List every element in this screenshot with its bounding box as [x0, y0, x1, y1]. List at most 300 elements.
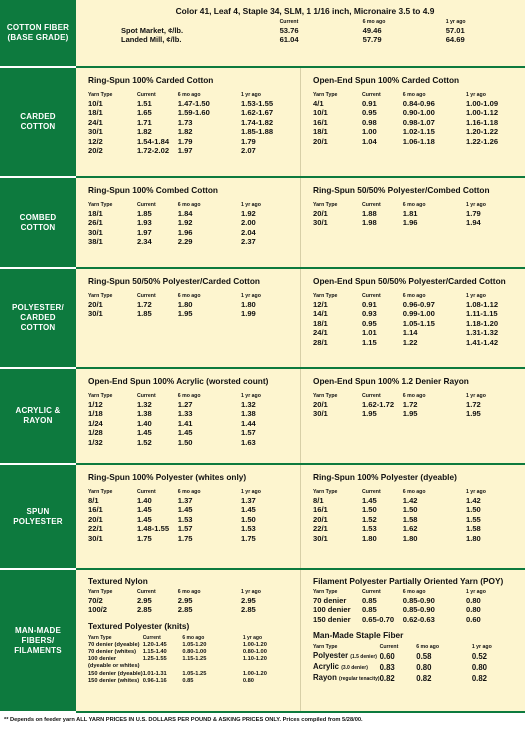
cell-1yr: 1.08-1.12: [465, 300, 499, 309]
cell-6mo: 1.50: [402, 505, 418, 515]
cell-1yr: 0.82: [471, 673, 488, 683]
cell-yarn-type: 12/2: [88, 136, 103, 146]
cell-current: 0.85: [361, 596, 377, 605]
cell-6mo: 1.45: [177, 428, 193, 438]
cell-6mo: 1.59-1.60: [177, 108, 210, 118]
price-table: [88, 293, 292, 319]
cell-6mo: 1.75: [177, 533, 193, 543]
cell-current: 1.01-1.31: [142, 670, 167, 677]
fiber-type: Polyester: [313, 651, 349, 661]
cell-yarn-type: [313, 662, 380, 673]
col-yarn-type: Yarn Type: [313, 589, 338, 595]
section-content: [76, 178, 525, 269]
col-6mo: 6 mo ago: [402, 589, 426, 595]
col-current: Current: [136, 202, 156, 208]
fiber-note: (regular tenacity): [339, 676, 380, 683]
cell-current: 0.65-0.70: [361, 614, 395, 624]
cell-yarn-type: 24/1: [88, 117, 103, 127]
cotton-fiber-table: [121, 19, 515, 45]
panel-right: [301, 369, 525, 463]
col-1yr: 1 yr ago: [240, 393, 261, 399]
col-current: Current: [361, 293, 381, 299]
section-row: [0, 465, 525, 570]
panel-title: Open-End Spun 50/50% Polyester/Carded Cotton: [313, 276, 506, 286]
section-row: [0, 68, 525, 178]
cell-1yr: 1.00-1.20: [242, 670, 267, 677]
staple-table: [313, 644, 517, 684]
cell-6mo: 2.85: [177, 605, 193, 615]
col-6mo: 6 mo ago: [402, 202, 426, 208]
cell-current: 1.51: [136, 99, 152, 108]
cell-6mo: 1.79: [177, 136, 193, 146]
cell-yarn-type: 1/12: [88, 400, 103, 409]
cell-yarn-type: 30/1: [313, 533, 328, 543]
cell-6mo: 1.80: [402, 533, 418, 543]
cell-yarn-type: 30/1: [313, 409, 328, 419]
cell-6mo: 57.79: [362, 35, 382, 45]
cell-1yr: 1.18-1.20: [465, 318, 499, 328]
cell-6mo: 2.95: [177, 596, 193, 605]
cell-current: 0.82: [379, 673, 395, 683]
cell-1yr: 1.00-1.09: [465, 99, 499, 108]
col-6mo: 6 mo ago: [177, 589, 201, 595]
col-6mo: 6 mo ago: [177, 92, 201, 98]
cell-1yr: 1.45: [240, 505, 256, 515]
cell-1yr: 1.37: [240, 496, 256, 505]
col-yarn-type: Yarn Type: [313, 489, 338, 495]
col-yarn-type: Yarn Type: [313, 644, 338, 651]
panel-title: Open-End Spun 100% Acrylic (worsted count): [88, 376, 269, 386]
col-current: Current: [136, 393, 156, 399]
table-row: [88, 419, 292, 428]
panel-right: [301, 465, 525, 568]
cell-1yr: 1.00-1.12: [465, 108, 499, 118]
row-label: Spot Market, ¢/lb.: [121, 26, 184, 35]
section-label: ACRYLIC & RAYON: [0, 369, 76, 465]
cell-yarn-type: 1/18: [88, 409, 103, 419]
cell-1yr: 1.10-1.20: [242, 656, 267, 663]
table-row: [88, 309, 292, 318]
cell-6mo: 1.96: [402, 218, 418, 228]
cell-6mo: 0.82: [416, 673, 432, 683]
cell-6mo: 1.92: [177, 218, 193, 228]
cell-current: 1.65: [136, 108, 152, 118]
table-row: [313, 596, 517, 605]
cell-current: 1.72: [136, 300, 152, 309]
cell-current: 0.85: [361, 605, 377, 615]
table-row: [88, 596, 292, 605]
col-current: Current: [361, 202, 381, 208]
cell-yarn-type: 24/1: [313, 328, 328, 338]
section-content: [76, 465, 525, 570]
table-row: [88, 118, 292, 127]
col-yarn-type: Yarn Type: [88, 202, 113, 208]
nylon-title: Textured Nylon: [88, 576, 148, 586]
table-row: [88, 671, 292, 678]
cell-current: 2.85: [136, 605, 152, 615]
cell-6mo: 1.02-1.15: [402, 127, 435, 137]
cell-1yr: 1.32: [240, 400, 256, 409]
cell-current: 1.48-1.55: [136, 524, 170, 534]
cell-yarn-type: 20/1: [88, 300, 103, 309]
cell-yarn-type: 20/1: [313, 136, 328, 146]
col-current: Current: [379, 644, 399, 651]
table-row: [88, 146, 292, 155]
cell-yarn-type: 4/1: [313, 99, 324, 108]
cell-1yr: 1.74-1.82: [240, 117, 274, 127]
cell-1yr: 1.41-1.42: [465, 337, 499, 347]
table-row: [313, 409, 517, 418]
cell-current: 1.38: [136, 409, 152, 419]
col-current: Current: [361, 589, 381, 595]
cell-current: 1.82: [136, 127, 152, 137]
cell-yarn-type: 18/1: [313, 318, 328, 328]
table-row: [313, 99, 517, 108]
poy-table: [313, 589, 517, 624]
cell-6mo: 0.80-1.00: [182, 649, 207, 656]
panel-title: Ring-Spun 100% Polyester (dyeable): [313, 472, 457, 482]
table-row: [313, 108, 517, 117]
panel-right: [301, 570, 525, 711]
section-row: [0, 369, 525, 465]
cell-yarn-type: 70 denier (whites): [88, 649, 137, 656]
col-1yr: 1 yr ago: [465, 202, 486, 208]
cell-1yr: 1.63: [240, 437, 256, 447]
cell-yarn-type: 16/1: [313, 117, 328, 127]
col-current: Current: [136, 589, 156, 595]
cell-1yr: 2.85: [240, 605, 256, 615]
table-row: [88, 237, 292, 246]
table-row: [88, 496, 292, 505]
table-row: [88, 642, 292, 649]
cell-current: 2.34: [136, 237, 152, 247]
cell-yarn-type: 12/1: [313, 300, 328, 309]
col-yarn-type: Yarn Type: [313, 393, 338, 399]
table-row: [313, 534, 517, 543]
cell-current: 0.98: [361, 117, 377, 127]
cell-current: 1.40: [136, 418, 152, 428]
price-table: [313, 202, 517, 228]
cell-current: 1.45: [136, 428, 152, 438]
fiber-type: Rayon: [313, 673, 337, 683]
price-table: [88, 393, 292, 447]
table-row: [313, 605, 517, 614]
cell-6mo: 0.85-0.90: [402, 605, 435, 615]
cell-6mo: 1.58: [402, 514, 418, 524]
table-row: [88, 678, 292, 685]
cell-yarn-type: 20/1: [313, 400, 328, 409]
cell-6mo: 0.84-0.96: [402, 99, 435, 108]
col-1yr: 1 yr ago: [240, 293, 261, 299]
cell-yarn-type: 8/1: [313, 496, 324, 505]
col-yarn-type: Yarn Type: [88, 92, 113, 98]
panel-right: [301, 68, 525, 176]
section-manmade: [0, 570, 525, 713]
cell-6mo: 1.95: [402, 409, 418, 419]
cell-current: 0.60: [379, 651, 395, 661]
cell-1yr: 1.22-1.26: [465, 136, 499, 146]
table-row: [313, 309, 517, 318]
cell-yarn-type: 150 denier: [313, 614, 351, 624]
cell-6mo: 1.14: [402, 328, 418, 338]
nylon-table: [88, 589, 292, 615]
cell-1yr: 1.57: [240, 428, 256, 438]
cell-6mo: 0.85-0.90: [402, 596, 435, 605]
cotton-fiber-content: [76, 0, 525, 68]
fiber-note: (1.5 denier): [350, 654, 377, 661]
staple-title: Man-Made Staple Fiber: [313, 630, 404, 641]
cell-1yr: 1.31-1.32: [465, 328, 499, 338]
table-row: [88, 663, 292, 670]
cell-6mo: 1.06-1.18: [402, 136, 435, 146]
cell-current: 1.52: [361, 514, 377, 524]
price-table: [313, 293, 517, 347]
cell-1yr: 2.95: [240, 596, 256, 605]
section-label: COMBED COTTON: [0, 178, 76, 269]
cell-6mo: 1.22: [402, 337, 418, 347]
cell-6mo: 1.27: [177, 400, 193, 409]
cell-yarn-type: 1/24: [88, 418, 103, 428]
cell-1yr: 1.92: [240, 209, 256, 218]
fiber-type: Acrylic: [313, 662, 340, 672]
price-table: [313, 393, 517, 419]
col-1yr: 1 yr ago: [465, 92, 486, 98]
cell-1yr: 0.80: [465, 596, 481, 605]
price-table: [88, 489, 292, 543]
panel-right: [301, 178, 525, 267]
cell-6mo: 1.72: [402, 400, 418, 409]
table-row: [88, 218, 292, 227]
cell-1yr: 64.69: [445, 35, 465, 45]
cell-yarn-type: 30/1: [88, 227, 103, 237]
cell-current: 1.97: [136, 227, 152, 237]
table-row: [88, 409, 292, 418]
cell-1yr: 1.00-1.20: [242, 641, 267, 648]
col-current: Current: [361, 393, 381, 399]
cell-6mo: 1.81: [402, 209, 418, 218]
price-table: [313, 92, 517, 146]
table-row: [88, 127, 292, 136]
panel-left: [76, 465, 301, 568]
panel-title: Ring-Spun 100% Polyester (whites only): [88, 472, 247, 482]
table-row: [313, 400, 517, 409]
cell-1yr: 0.80: [471, 662, 488, 672]
poy-title: Filament Polyester Partially Oriented Yarn (POY): [313, 576, 504, 586]
cell-current: 0.93: [361, 309, 377, 319]
cell-current: 1.25-1.55: [142, 656, 167, 663]
cell-1yr: 1.55: [465, 514, 481, 524]
table-row: [313, 209, 517, 218]
section-content: [76, 68, 525, 178]
cell-1yr: 1.80: [240, 300, 256, 309]
table-row: [313, 662, 517, 673]
cell-1yr: 1.62-1.67: [240, 108, 274, 118]
col-6mo: 6 mo ago: [177, 489, 201, 495]
table-row: [313, 137, 517, 146]
cell-6mo: 0.85: [182, 677, 194, 684]
panel-left: [76, 570, 301, 711]
cell-current: 1.00: [361, 127, 377, 137]
panel-right: [301, 269, 525, 367]
col-yarn-type: Yarn Type: [88, 634, 112, 641]
table-row: [88, 428, 292, 437]
cell-1yr: 1.75: [240, 533, 256, 543]
cell-1yr: 1.53-1.55: [240, 99, 274, 108]
cell-current: 1.85: [136, 209, 152, 218]
price-table: [313, 489, 517, 543]
table-row: [313, 651, 517, 662]
col-yarn-type: Yarn Type: [88, 589, 113, 595]
table-row: [88, 649, 292, 656]
cell-yarn-type: 20/1: [313, 514, 328, 524]
table-row: [313, 496, 517, 505]
cell-6mo: 1.45: [177, 505, 193, 515]
col-current: Current: [279, 19, 299, 25]
price-table: [88, 92, 292, 155]
cell-6mo: 1.05-1.15: [402, 318, 435, 328]
cell-current: 1.85: [136, 309, 152, 319]
cell-1yr: 1.79: [465, 209, 481, 218]
cell-1yr: 1.72: [465, 400, 481, 409]
col-6mo: 6 mo ago: [402, 489, 426, 495]
cell-yarn-type: [313, 651, 380, 662]
cell-current: 1.62-1.72: [361, 400, 395, 409]
table-row: [88, 605, 292, 614]
cell-6mo: 1.62: [402, 524, 418, 534]
cell-6mo: 0.98-1.07: [402, 117, 435, 127]
cell-current: [143, 663, 183, 670]
col-6mo: 6 mo ago: [362, 19, 386, 25]
table-row: [313, 615, 517, 624]
cell-6mo: 1.05-1.20: [182, 641, 207, 648]
cell-yarn-type: 20/2: [88, 146, 103, 156]
cell-current: 1.75: [136, 533, 152, 543]
table-row: [313, 524, 517, 533]
cell-yarn-type: 22/1: [88, 524, 103, 534]
cell-6mo: 1.33: [177, 409, 193, 419]
col-1yr: 1 yr ago: [240, 489, 261, 495]
cell-6mo: 1.97: [177, 146, 193, 156]
col-1yr: 1 yr ago: [240, 589, 261, 595]
cell-current: 1.04: [361, 136, 377, 146]
cell-1yr: 2.37: [240, 237, 256, 247]
col-6mo: 6 mo ago: [402, 393, 426, 399]
table-row: [313, 300, 517, 309]
cell-6mo: 1.15-1.25: [182, 656, 207, 663]
table-row: [88, 438, 292, 447]
cell-1yr: 1.38: [240, 409, 256, 419]
cell-current: 1.71: [136, 117, 152, 127]
cell-6mo: 1.82: [177, 127, 193, 137]
cell-yarn-type: [313, 673, 380, 684]
cell-yarn-type: 1/32: [88, 437, 103, 447]
col-yarn-type: Yarn Type: [88, 393, 113, 399]
cell-6mo: 1.84: [177, 209, 193, 218]
cell-6mo: 1.47-1.50: [177, 99, 210, 108]
panel-left: [76, 178, 301, 267]
cell-yarn-type: 100 denier: [88, 656, 117, 663]
cell-1yr: 1.79: [240, 136, 256, 146]
section-label: CARDED COTTON: [0, 68, 76, 178]
cell-yarn-type: 70/2: [88, 596, 103, 605]
table-row: [313, 127, 517, 136]
col-6mo: 6 mo ago: [177, 202, 201, 208]
col-current: Current: [136, 92, 156, 98]
table-row: [121, 26, 515, 35]
table-row: [313, 328, 517, 337]
section-row: [0, 269, 525, 369]
section-content: [76, 369, 525, 465]
cell-yarn-type: 16/1: [88, 505, 103, 515]
cell-yarn-type: 70 denier: [313, 596, 347, 605]
col-1yr: 1 yr ago: [465, 589, 486, 595]
cell-yarn-type: 20/1: [313, 209, 328, 218]
cell-1yr: 2.00: [240, 218, 256, 228]
panel-title: Ring-Spun 100% Combed Cotton: [88, 185, 218, 195]
cell-6mo: 1.05-1.25: [182, 670, 207, 677]
cell-yarn-type: 30/1: [88, 533, 103, 543]
cell-1yr: 1.50: [240, 514, 256, 524]
cell-1yr: 2.04: [240, 227, 256, 237]
cell-1yr: 2.07: [240, 146, 256, 156]
cell-current: 1.98: [361, 218, 377, 228]
col-6mo: 6 mo ago: [177, 393, 201, 399]
cell-current: 1.72-2.02: [136, 146, 170, 156]
cell-yarn-type: 14/1: [313, 309, 328, 319]
cell-6mo: 1.50: [177, 437, 193, 447]
knits-title: Textured Polyester (knits): [88, 620, 190, 631]
table-row: [88, 524, 292, 533]
col-1yr: 1 yr ago: [445, 19, 466, 25]
cell-current: 1.54-1.84: [136, 136, 170, 146]
cell-1yr: 1.94: [465, 218, 481, 228]
cell-6mo: 1.73: [177, 117, 193, 127]
manmade-content: [76, 570, 525, 713]
table-row: [88, 108, 292, 117]
cell-yarn-type: 1/28: [88, 428, 103, 438]
cell-6mo: [182, 663, 243, 670]
cell-current: 2.95: [136, 596, 152, 605]
cell-1yr: 1.20-1.22: [465, 127, 499, 137]
cell-1yr: 1.11-1.15: [465, 309, 498, 319]
cell-current: 1.52: [136, 437, 152, 447]
table-row: [313, 319, 517, 328]
cell-1yr: 0.52: [471, 651, 488, 661]
table-row: [88, 656, 292, 663]
col-6mo: 6 mo ago: [416, 644, 440, 651]
cell-1yr: 1.42: [465, 496, 481, 505]
table-row: [88, 400, 292, 409]
cell-6mo: 0.96-0.97: [402, 300, 435, 309]
cell-yarn-type: 10/1: [313, 108, 328, 118]
cell-yarn-type: 8/1: [88, 496, 99, 505]
row-label: Landed Mill, ¢/lb.: [121, 35, 182, 45]
table-row: [121, 35, 515, 44]
cell-1yr: 1.44: [240, 418, 256, 428]
cell-current: 1.80: [361, 533, 377, 543]
cell-current: 1.45: [361, 496, 377, 505]
footer-note: ** Depends on feeder yarn ALL YARN PRICES IN U.S. DOLLARS PER POUND & ASKING PRICES ONLY. Prices compiled from 5/28/00.: [4, 717, 363, 723]
cell-yarn-type: 100 denier: [313, 605, 351, 615]
col-1yr: 1 yr ago: [471, 644, 492, 651]
col-current: Current: [361, 489, 381, 495]
table-row: [313, 338, 517, 347]
section-label: POLYESTER/ CARDED COTTON: [0, 269, 76, 369]
col-1yr: 1 yr ago: [465, 489, 486, 495]
fiber-note: (3.0 denier): [341, 665, 368, 672]
cell-yarn-type: 100/2: [88, 605, 108, 615]
col-6mo: 6 mo ago: [177, 293, 201, 299]
